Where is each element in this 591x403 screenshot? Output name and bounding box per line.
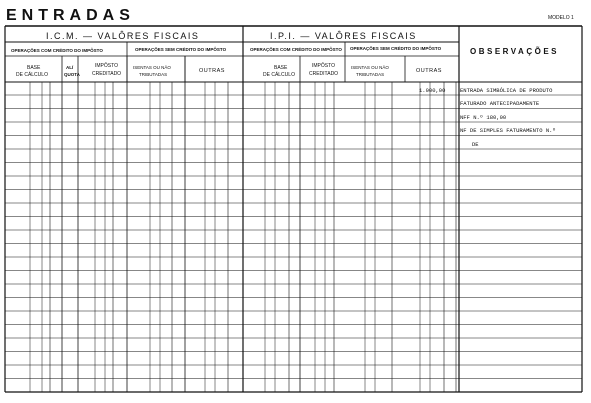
observation-line-1: ENTRADA SIMBÓLICA DE PRODUTO [460,87,553,94]
ipi-exempt-label-2: TRIBUTADAS [356,72,385,77]
ipi-base-label-2: DE CÁLCULO [263,72,295,78]
ipi-ops-without-credit: OPERAÇÕES SEM CRÉDITO DO IMPÔSTO [350,46,442,51]
ipi-base-label-1: BASE [274,65,288,71]
form-title: ENTRADAS [6,7,135,24]
icm-tax-credited-label-1: IMPÔSTO [95,63,118,69]
icm-heading: I.C.M. — VALÔRES FISCAIS [46,31,200,41]
observation-line-3: NFF N.º 180,00 [460,114,507,121]
icm-others-label: OUTRAS [199,68,225,74]
icm-exempt-label-2: TRIBUTADAS [139,72,168,77]
icm-tax-credited-label-2: CREDITADO [92,71,122,77]
icm-aliquota-label-1: ALÍ [66,65,74,70]
ipi-tax-credited-label-1: IMPÔSTO [312,63,335,69]
ipi-exempt-label-1: ISENTAS OU NÃO [351,65,389,70]
observation-line-2: FATURADO ANTECIPADAMENTE [460,100,540,107]
icm-aliquota-label-2: QUOTA [64,72,80,77]
icm-ops-without-credit: OPERAÇÕES SEM CRÉDITO DO IMPÔSTO [135,47,227,52]
icm-ops-with-credit: OPERAÇÕES COM CRÉDITO DO IMPÔSTO [11,48,103,53]
observations-heading: OBSERVAÇÕES [470,47,559,56]
ipi-others-label: OUTRAS [416,68,442,74]
icm-exempt-label-1: ISENTAS OU NÃO [133,65,171,70]
icm-base-label-2: DE CÁLCULO [16,72,48,78]
model-number: MODELO 1 [548,15,574,21]
observation-line-4: NF DE SIMPLES FATURAMENTO N.º [460,127,556,134]
ipi-tax-credited-label-2: CREDITADO [309,71,339,77]
entry-value: 1.000,00 [419,87,446,94]
observation-line-5: DE [472,141,479,148]
ipi-ops-with-credit: OPERAÇÕES COM CRÉDITO DO IMPÔSTO [250,47,342,52]
ipi-heading: I.P.I. — VALÔRES FISCAIS [270,31,417,41]
icm-base-label-1: BASE [27,65,41,71]
